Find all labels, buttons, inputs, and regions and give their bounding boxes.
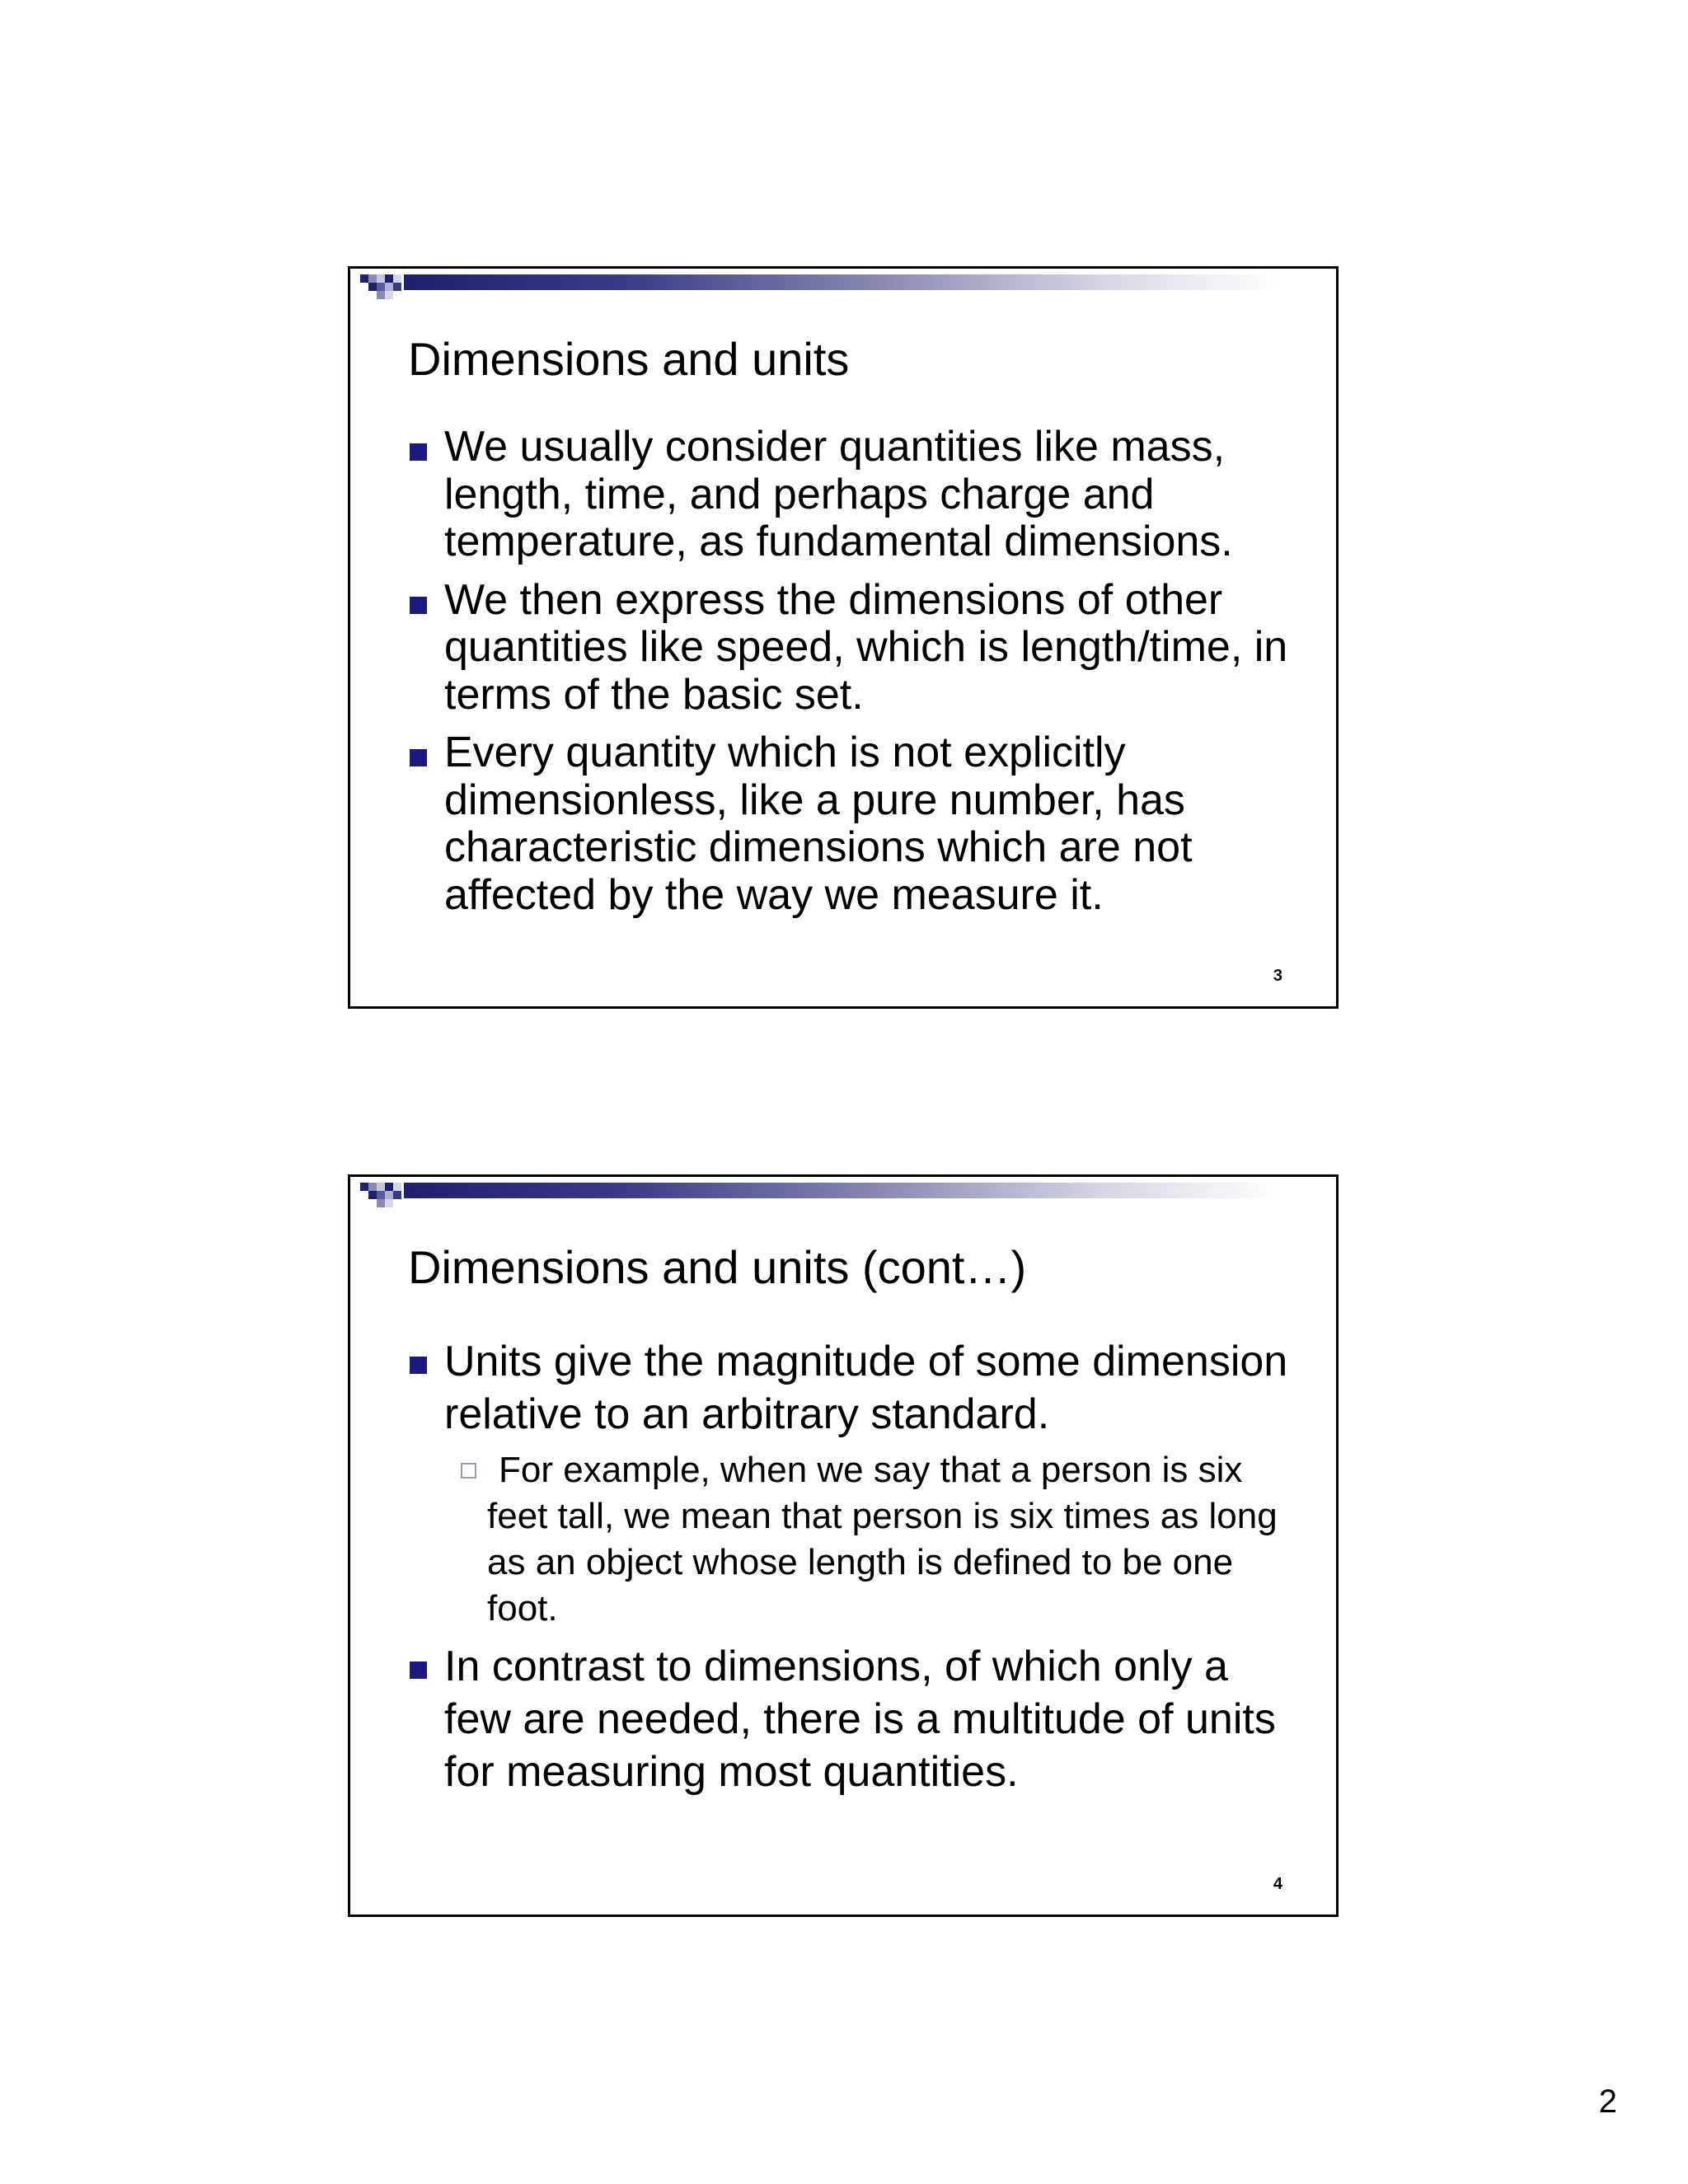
square-bullet-icon (410, 749, 427, 766)
page-number: 2 (1598, 2083, 1617, 2120)
square-bullet-icon (410, 1357, 427, 1374)
bullet-item (408, 1335, 1298, 1632)
bullet-list (408, 1335, 1298, 1805)
slide-header-decoration (350, 269, 1336, 302)
square-bullet-icon (410, 597, 427, 614)
slide-number: 4 (1273, 1875, 1282, 1893)
bullet-text: We then express the dimensions of other quantities like speed, which is length/time, in terms of the basic set. (444, 575, 1288, 719)
bullet-text: Units give the magnitude of some dimension relative to an arbitrary standard. (444, 1338, 1288, 1438)
slide-header-decoration (350, 1177, 1336, 1210)
slide-title: Dimensions and units (cont…) (408, 1241, 1027, 1293)
slide-3 (348, 266, 1339, 1009)
slide-title: Dimensions and units (408, 333, 850, 385)
bullet-list (408, 424, 1298, 930)
bullet-item (408, 424, 1298, 566)
bullet-text: We usually consider quantities like mass, length, time, and perhaps charge and temperature, as fundamental dimensions. (444, 423, 1233, 565)
bullet-text: Every quantity which is not explicitly dimensionless, like a pure number, has characteristic dimensions which are not affected by the way we measure it. (444, 729, 1193, 919)
bullet-item (408, 577, 1298, 719)
bullet-item (408, 1640, 1298, 1798)
square-bullet-icon (410, 1661, 427, 1679)
square-bullet-icon (410, 443, 427, 461)
sub-bullet-text: For example, when we say that a person is six feet tall, we mean that person is six times as long as an object whose length is defined to be one foot. (487, 1450, 1278, 1629)
slide-number: 3 (1273, 967, 1282, 985)
bullet-item (408, 729, 1298, 919)
sub-bullet-item (444, 1447, 1298, 1632)
slide-4 (348, 1174, 1339, 1917)
hollow-square-bullet-icon (461, 1463, 476, 1479)
bullet-text: In contrast to dimensions, of which only a few are needed, there is a multitude of units for measuring most quantities. (444, 1643, 1276, 1796)
